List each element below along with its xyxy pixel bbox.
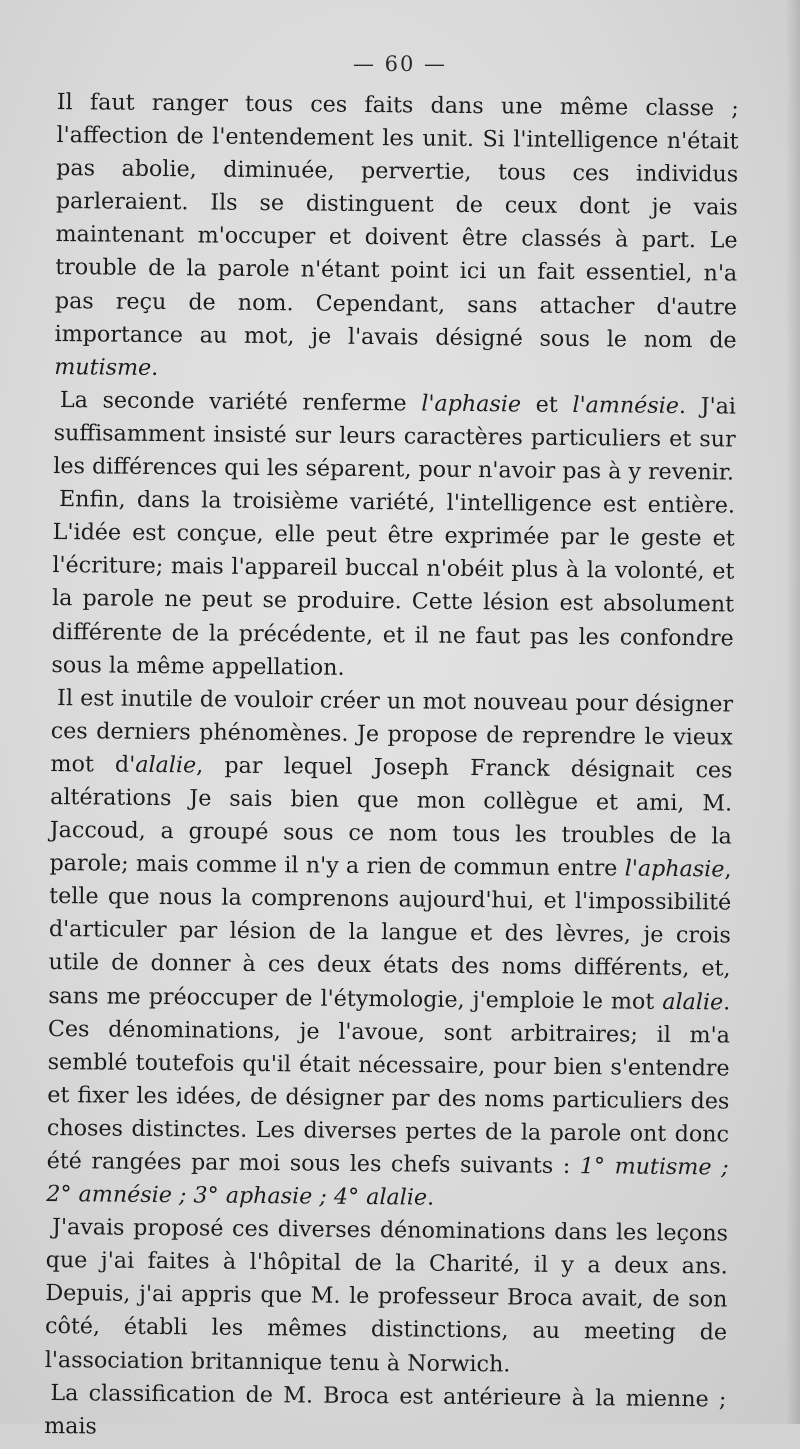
- italic-term: 1° mutisme ; 2° amnésie ; 3° aphasie ; 4° alalie: [46, 1153, 729, 1211]
- paragraph-p4: [46, 682, 733, 1218]
- text-run: La classification de M. Broca est antérieure à la mienne ; mais: [44, 1379, 727, 1440]
- italic-term: l'aphasie: [421, 390, 522, 418]
- text-run: . J'ai suffisamment insisté sur leurs caractères particuliers et sur les différences qui les séparent, pour n'avoir pas à y revenir.: [53, 392, 737, 486]
- text-run: et: [520, 391, 573, 418]
- text-run: Il est inutile de vouloir créer un mot nouveau pour désigner ces derniers phénomènes. Je propose de reprendre le vieux mot d': [50, 684, 734, 778]
- italic-term: alalie: [662, 988, 724, 1015]
- page-edge-shadow: [786, 0, 800, 1424]
- text-run: .: [151, 354, 159, 381]
- paragraph-p1: [54, 86, 739, 390]
- italic-term: l'amnésie: [572, 391, 680, 419]
- paragraph-p3: [51, 483, 735, 688]
- page-number: — 60 —: [352, 52, 448, 76]
- text-run: , par lequel Joseph Franck désignait ces altérations Je sais bien que mon collègue et ami, M. Jaccoud, a groupé sous ce nom tous les troubles de la parole; mais comme il n'y a rien de commun entre: [49, 752, 733, 882]
- italic-term: l'aphasie: [624, 855, 725, 883]
- text-run: , telle que nous la comprenons aujourd'hui, et l'impossibilité d'articuler par lésion de la langue et des lèvres, je crois utile de donner à ces deux états des noms différents, et, sans me préoccuper de l'étymologie, j'emploie le mot: [48, 856, 732, 1015]
- text-run: . Ces dénominations, je l'avoue, sont arbitraires; il m'a semblé toutefois qu'il était nécessaire, pour bien s'entendre et fixer les idées, de désigner par des noms particuliers des choses distinctes. Les diverses pertes de la parole ont donc été rangées par moi sous les chefs suivants :: [46, 988, 731, 1180]
- italic-term: mutisme: [54, 353, 152, 381]
- text-run: La seconde variété renferme: [59, 386, 422, 417]
- paragraph-p5: [45, 1211, 729, 1383]
- paragraph-p6: [44, 1377, 727, 1449]
- text-run: Il faut ranger tous ces faits dans une même classe ; l'affection de l'entendement les unit. Si l'intelligence n'était pas abolie, diminuée, pervertie, tous ces individus parleraient. Ils se distinguent de ceux dont je vais maintenant m'occuper et doivent être classés à part. Le trouble de la parole n'étant point ici un fait essentiel, n'a pas reçu de nom. Cependant, sans attacher d'autre importance au mot, je l'avais désigné sous le nom de: [54, 88, 739, 354]
- page-body-text: [44, 86, 739, 1449]
- text-run: Enfin, dans la troisième variété, l'intelligence est entière. L'idée est conçue, elle peut être exprimée par le geste et l'écriture; mais l'appareil buccal n'obéit plus à la volonté, et la parole ne peut se produire. Cette lésion est absolument différente de la précédente, et il ne faut pas les confondre sous la même appellation.: [51, 486, 736, 681]
- text-run: J'avais proposé ces diverses dénominations dans les leçons que j'ai faites à l'hôpital de la Charité, il y a deux ans. Depuis, j'ai appris que M. le professeur Broca avait, de son côté, établi les mêmes distinctions, au meeting de l'association britannique tenu à Norwich.: [44, 1214, 729, 1377]
- paragraph-p2: [53, 384, 736, 490]
- italic-term: alalie: [135, 751, 197, 779]
- text-run: .: [426, 1184, 435, 1211]
